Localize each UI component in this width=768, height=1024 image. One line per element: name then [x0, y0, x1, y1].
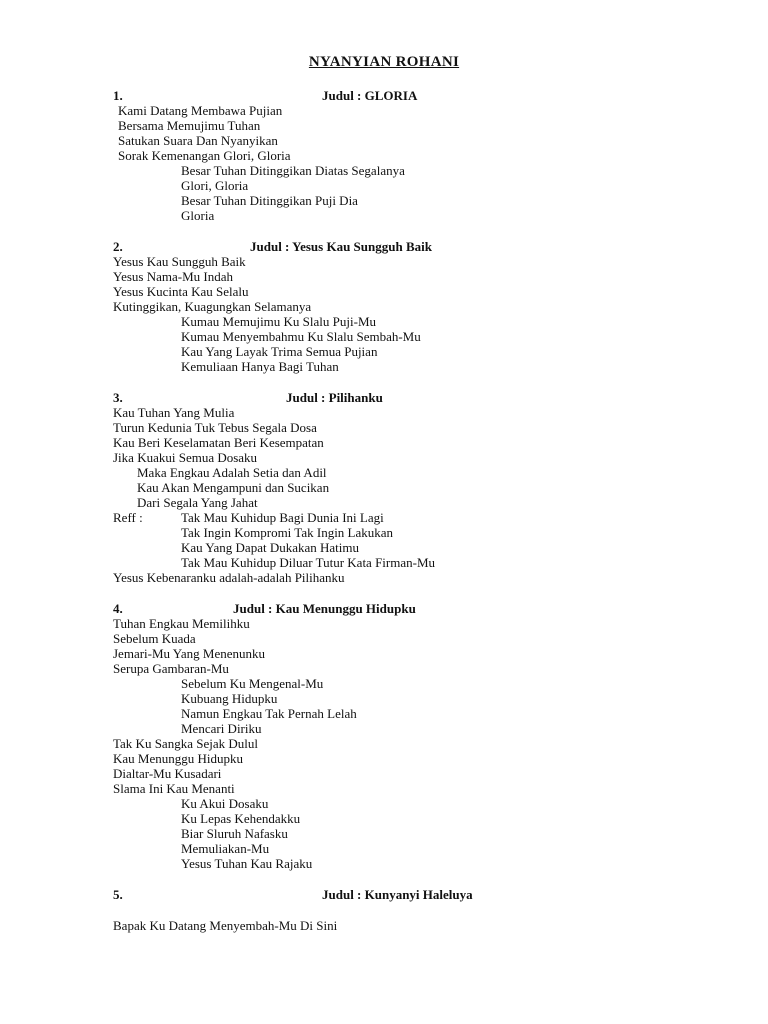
lyric-line: Kau Yang Layak Trima Semua Pujian: [181, 344, 378, 359]
lyric-line: Yesus Nama-Mu Indah: [113, 269, 234, 284]
lyric-line: Kutinggikan, Kuagungkan Selamanya: [113, 299, 312, 314]
lyric-line: Tuhan Engkau Memilihku: [113, 616, 250, 631]
lyric-line: Tak Mau Kuhidup Bagi Dunia Ini Lagi: [181, 510, 384, 525]
lyric-line: Dialtar-Mu Kusadari: [113, 766, 222, 781]
lyric-line: Tak Ku Sangka Sejak Dulul: [113, 736, 258, 751]
song-number: 5.: [113, 887, 123, 902]
song-number: 1.: [113, 88, 123, 103]
lyric-line: Sebelum Ku Mengenal-Mu: [181, 676, 324, 691]
lyric-line: Yesus Kucinta Kau Selalu: [113, 284, 249, 299]
lyric-line: Besar Tuhan Ditinggikan Puji Dia: [181, 193, 358, 208]
lyric-line: Serupa Gambaran-Mu: [113, 661, 229, 676]
lyric-line: Kami Datang Membawa Pujian: [118, 103, 283, 118]
lyric-line: Dari Segala Yang Jahat: [137, 495, 258, 510]
lyric-line: Kau Menunggu Hidupku: [113, 751, 243, 766]
song-heading: Judul : Kau Menunggu Hidupku: [233, 601, 416, 616]
lyric-line: Sebelum Kuada: [113, 631, 196, 646]
lyric-line: Besar Tuhan Ditinggikan Diatas Segalanya: [181, 163, 405, 178]
reff-label: Reff :: [113, 510, 143, 525]
lyric-line: Kau Beri Keselamatan Beri Kesempatan: [113, 435, 324, 450]
lyric-line: Sorak Kemenangan Glori, Gloria: [118, 148, 291, 163]
lyric-line: Slama Ini Kau Menanti: [113, 781, 235, 796]
lyric-line: Ku Lepas Kehendakku: [181, 811, 301, 826]
lyric-line: Kau Yang Dapat Dukakan Hatimu: [181, 540, 359, 555]
lyric-line: Yesus Tuhan Kau Rajaku: [181, 856, 313, 871]
song-heading: Judul : GLORIA: [322, 88, 418, 103]
lyric-line: Tak Mau Kuhidup Diluar Tutur Kata Firman-Mu: [181, 555, 436, 570]
lyric-line: Tak Ingin Kompromi Tak Ingin Lakukan: [181, 525, 394, 540]
lyric-line: Kumau Memujimu Ku Slalu Puji-Mu: [181, 314, 376, 329]
lyric-line: Mencari Diriku: [181, 721, 262, 736]
lyric-line: Satukan Suara Dan Nyanyikan: [118, 133, 278, 148]
page-title: NYANYIAN ROHANI: [308, 54, 460, 70]
song-heading: Judul : Yesus Kau Sungguh Baik: [250, 239, 432, 254]
lyric-line: Kau Tuhan Yang Mulia: [113, 405, 235, 420]
lyric-line: Yesus Kau Sungguh Baik: [113, 254, 246, 269]
lyric-line: Glori, Gloria: [181, 178, 249, 193]
lyric-line: Kemuliaan Hanya Bagi Tuhan: [181, 359, 339, 374]
lyric-line: Yesus Kebenaranku adalah-adalah Pilihanku: [113, 570, 345, 585]
lyric-line: Jika Kuakui Semua Dosaku: [113, 450, 258, 465]
song-number: 3.: [113, 390, 123, 405]
lyric-line: Memuliakan-Mu: [181, 841, 270, 856]
song-heading: Judul : Kunyanyi Haleluya: [322, 887, 473, 902]
song-heading: Judul : Pilihanku: [286, 390, 383, 405]
lyric-line: Ku Akui Dosaku: [181, 796, 269, 811]
lyric-line: Jemari-Mu Yang Menenunku: [113, 646, 266, 661]
lyric-line: Turun Kedunia Tuk Tebus Segala Dosa: [113, 420, 317, 435]
lyric-line: Maka Engkau Adalah Setia dan Adil: [137, 465, 327, 480]
lyric-line: Namun Engkau Tak Pernah Lelah: [181, 706, 357, 721]
lyric-line: Bapak Ku Datang Menyembah-Mu Di Sini: [113, 918, 338, 933]
lyric-line: Gloria: [181, 208, 215, 223]
song-number: 2.: [113, 239, 123, 254]
song-number: 4.: [113, 601, 123, 616]
lyric-line: Biar Sluruh Nafasku: [181, 826, 288, 841]
lyric-line: Kumau Menyembahmu Ku Slalu Sembah-Mu: [181, 329, 421, 344]
lyric-line: Bersama Memujimu Tuhan: [118, 118, 261, 133]
lyric-line: Kau Akan Mengampuni dan Sucikan: [137, 480, 330, 495]
lyric-line: Kubuang Hidupku: [181, 691, 278, 706]
